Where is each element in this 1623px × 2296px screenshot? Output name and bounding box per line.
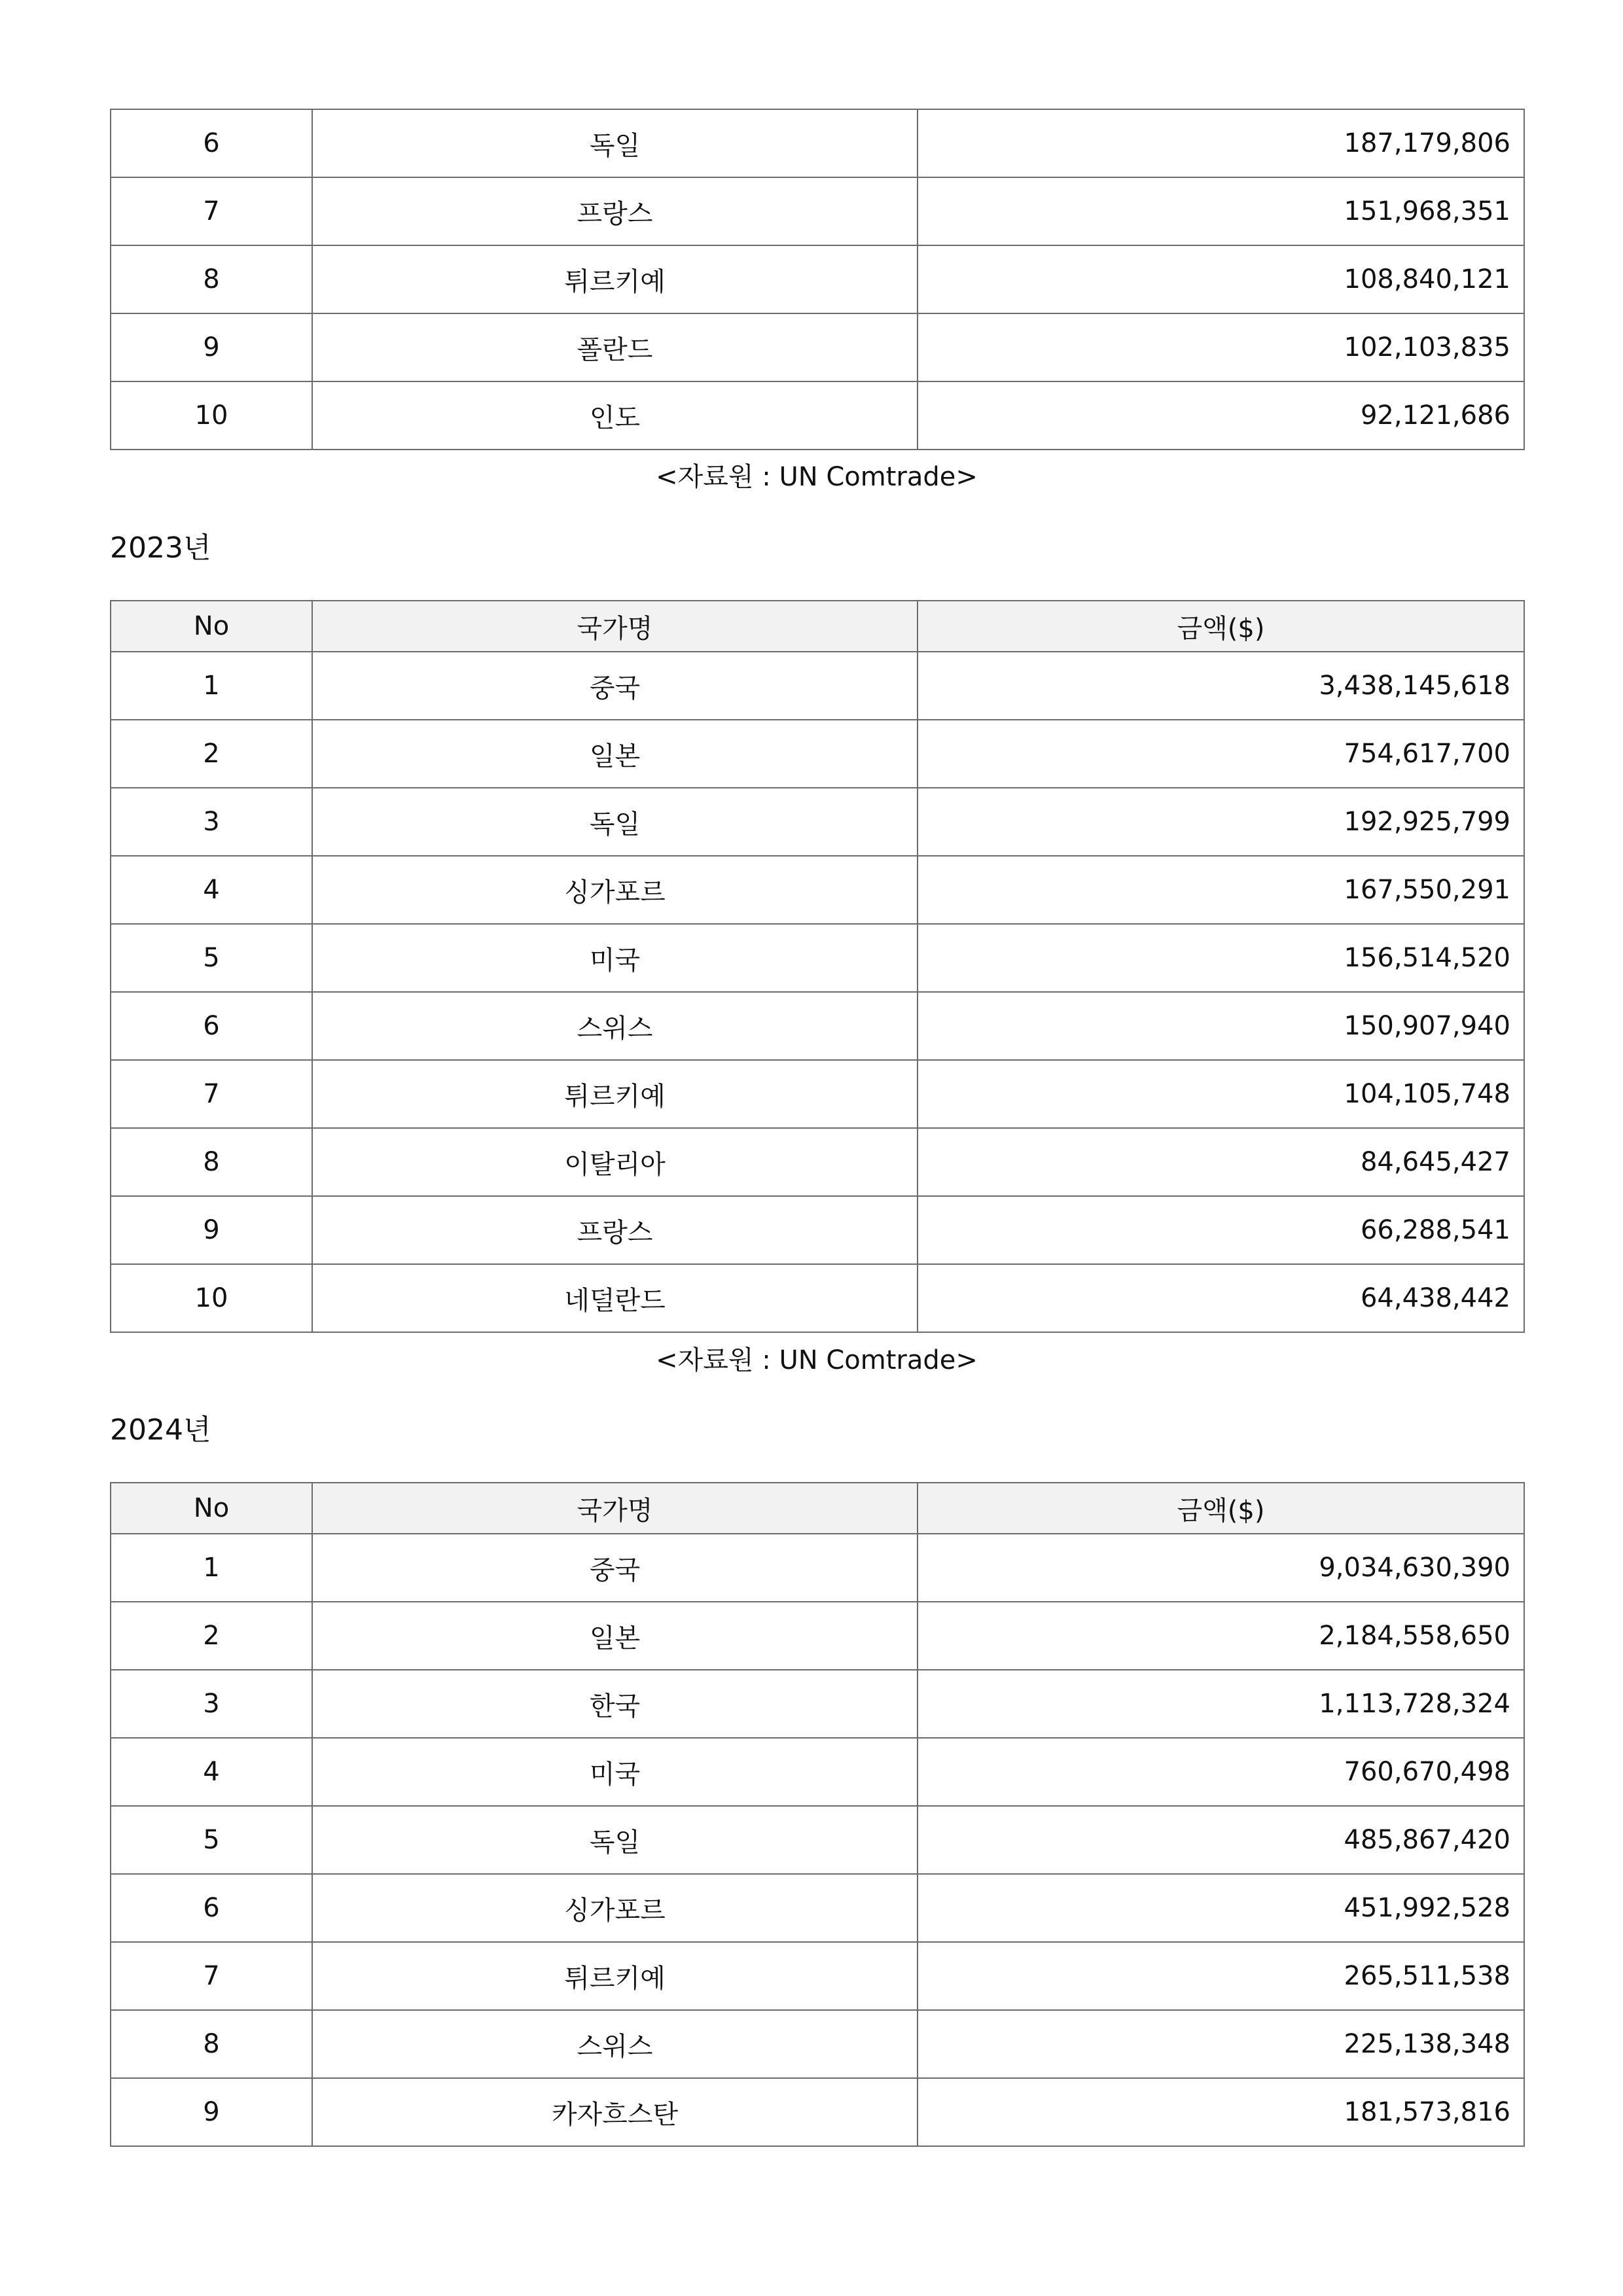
amount-cell: 104,105,748: [918, 1060, 1524, 1128]
table-row: [111, 313, 1524, 381]
amount-cell: 84,645,427: [918, 1128, 1524, 1196]
country-cell: 카자흐스탄: [312, 2078, 918, 2146]
rank-cell: 8: [111, 1128, 312, 1196]
amount-cell: 108,840,121: [918, 245, 1524, 313]
amount-cell: 167,550,291: [918, 856, 1524, 924]
header-amount: 금액($): [918, 601, 1524, 652]
country-cell: 독일: [312, 1806, 918, 1874]
rank-cell: 4: [111, 1738, 312, 1806]
amount-cell: 181,573,816: [918, 2078, 1524, 2146]
rank-cell: 10: [111, 1264, 312, 1332]
country-cell: 프랑스: [312, 177, 918, 245]
table-body: [111, 109, 1524, 450]
table-row: [111, 1738, 1524, 1806]
year-heading-2024: 2024년: [110, 1413, 211, 1447]
table-row: [111, 245, 1524, 313]
amount-cell: 92,121,686: [918, 381, 1524, 450]
table-row: [111, 924, 1524, 992]
table-row: [111, 992, 1524, 1060]
table-body: [111, 652, 1524, 1332]
country-cell: 독일: [312, 788, 918, 856]
table-row: [111, 381, 1524, 450]
country-cell: 중국: [312, 1534, 918, 1602]
amount-cell: 451,992,528: [918, 1874, 1524, 1942]
country-cell: 튀르키예: [312, 245, 918, 313]
amount-cell: 760,670,498: [918, 1738, 1524, 1806]
rank-cell: 7: [111, 1060, 312, 1128]
table-header: [111, 601, 1524, 652]
year-heading-2023: 2023년: [110, 531, 211, 565]
country-cell: 미국: [312, 924, 918, 992]
table-row: [111, 1060, 1524, 1128]
amount-cell: 102,103,835: [918, 313, 1524, 381]
header-row: [111, 1483, 1524, 1534]
amount-cell: 192,925,799: [918, 788, 1524, 856]
amount-cell: 225,138,348: [918, 2010, 1524, 2078]
table-row: [111, 2010, 1524, 2078]
source-note: <자료원 : UN Comtrade>: [656, 1345, 978, 1375]
table-row: [111, 856, 1524, 924]
amount-cell: 2,184,558,650: [918, 1602, 1524, 1670]
table-row: [111, 788, 1524, 856]
rank-cell: 9: [111, 2078, 312, 2146]
table-row: [111, 1264, 1524, 1332]
rank-cell: 3: [111, 788, 312, 856]
table-row: [111, 1534, 1524, 1602]
amount-cell: 754,617,700: [918, 720, 1524, 788]
table-row: [111, 2078, 1524, 2146]
amount-cell: 485,867,420: [918, 1806, 1524, 1874]
table-row: [111, 720, 1524, 788]
country-cell: 스위스: [312, 2010, 918, 2078]
amount-cell: 3,438,145,618: [918, 652, 1524, 720]
header-amount: 금액($): [918, 1483, 1524, 1534]
rank-cell: 1: [111, 1534, 312, 1602]
header-no: No: [111, 601, 312, 652]
table-row: [111, 1942, 1524, 2010]
amount-cell: 187,179,806: [918, 109, 1524, 177]
country-cell: 일본: [312, 1602, 918, 1670]
country-cell: 독일: [312, 109, 918, 177]
country-cell: 일본: [312, 720, 918, 788]
country-cell: 한국: [312, 1670, 918, 1738]
header-country: 국가명: [312, 1483, 918, 1534]
rank-cell: 9: [111, 1196, 312, 1264]
rank-cell: 10: [111, 381, 312, 450]
rank-cell: 2: [111, 1602, 312, 1670]
rank-cell: 6: [111, 109, 312, 177]
amount-cell: 150,907,940: [918, 992, 1524, 1060]
table-row: [111, 177, 1524, 245]
rank-cell: 4: [111, 856, 312, 924]
rank-cell: 6: [111, 992, 312, 1060]
header-row: [111, 601, 1524, 652]
country-cell: 인도: [312, 381, 918, 450]
table-row: [111, 109, 1524, 177]
table-row: [111, 1196, 1524, 1264]
country-cell: 스위스: [312, 992, 918, 1060]
country-cell: 싱가포르: [312, 856, 918, 924]
source-note: <자료원 : UN Comtrade>: [656, 462, 978, 492]
table-header: [111, 1483, 1524, 1534]
table-row: [111, 1128, 1524, 1196]
rank-cell: 1: [111, 652, 312, 720]
rank-cell: 8: [111, 245, 312, 313]
table-row: [111, 1602, 1524, 1670]
country-cell: 튀르키예: [312, 1060, 918, 1128]
rank-cell: 3: [111, 1670, 312, 1738]
ranking-table-2023: [110, 600, 1525, 1333]
country-cell: 네덜란드: [312, 1264, 918, 1332]
rank-cell: 9: [111, 313, 312, 381]
ranking-table-continued: [110, 109, 1525, 450]
country-cell: 중국: [312, 652, 918, 720]
amount-cell: 156,514,520: [918, 924, 1524, 992]
table-row: [111, 652, 1524, 720]
ranking-table-2024: [110, 1482, 1525, 2147]
rank-cell: 7: [111, 1942, 312, 2010]
rank-cell: 6: [111, 1874, 312, 1942]
amount-cell: 64,438,442: [918, 1264, 1524, 1332]
rank-cell: 7: [111, 177, 312, 245]
rank-cell: 2: [111, 720, 312, 788]
amount-cell: 265,511,538: [918, 1942, 1524, 2010]
rank-cell: 5: [111, 924, 312, 992]
amount-cell: 66,288,541: [918, 1196, 1524, 1264]
amount-cell: 151,968,351: [918, 177, 1524, 245]
table-row: [111, 1874, 1524, 1942]
rank-cell: 5: [111, 1806, 312, 1874]
rank-cell: 8: [111, 2010, 312, 2078]
country-cell: 폴란드: [312, 313, 918, 381]
table-row: [111, 1670, 1524, 1738]
header-country: 국가명: [312, 601, 918, 652]
header-no: No: [111, 1483, 312, 1534]
country-cell: 싱가포르: [312, 1874, 918, 1942]
table-row: [111, 1806, 1524, 1874]
country-cell: 프랑스: [312, 1196, 918, 1264]
amount-cell: 1,113,728,324: [918, 1670, 1524, 1738]
country-cell: 이탈리아: [312, 1128, 918, 1196]
amount-cell: 9,034,630,390: [918, 1534, 1524, 1602]
country-cell: 튀르키예: [312, 1942, 918, 2010]
country-cell: 미국: [312, 1738, 918, 1806]
table-body: [111, 1534, 1524, 2146]
